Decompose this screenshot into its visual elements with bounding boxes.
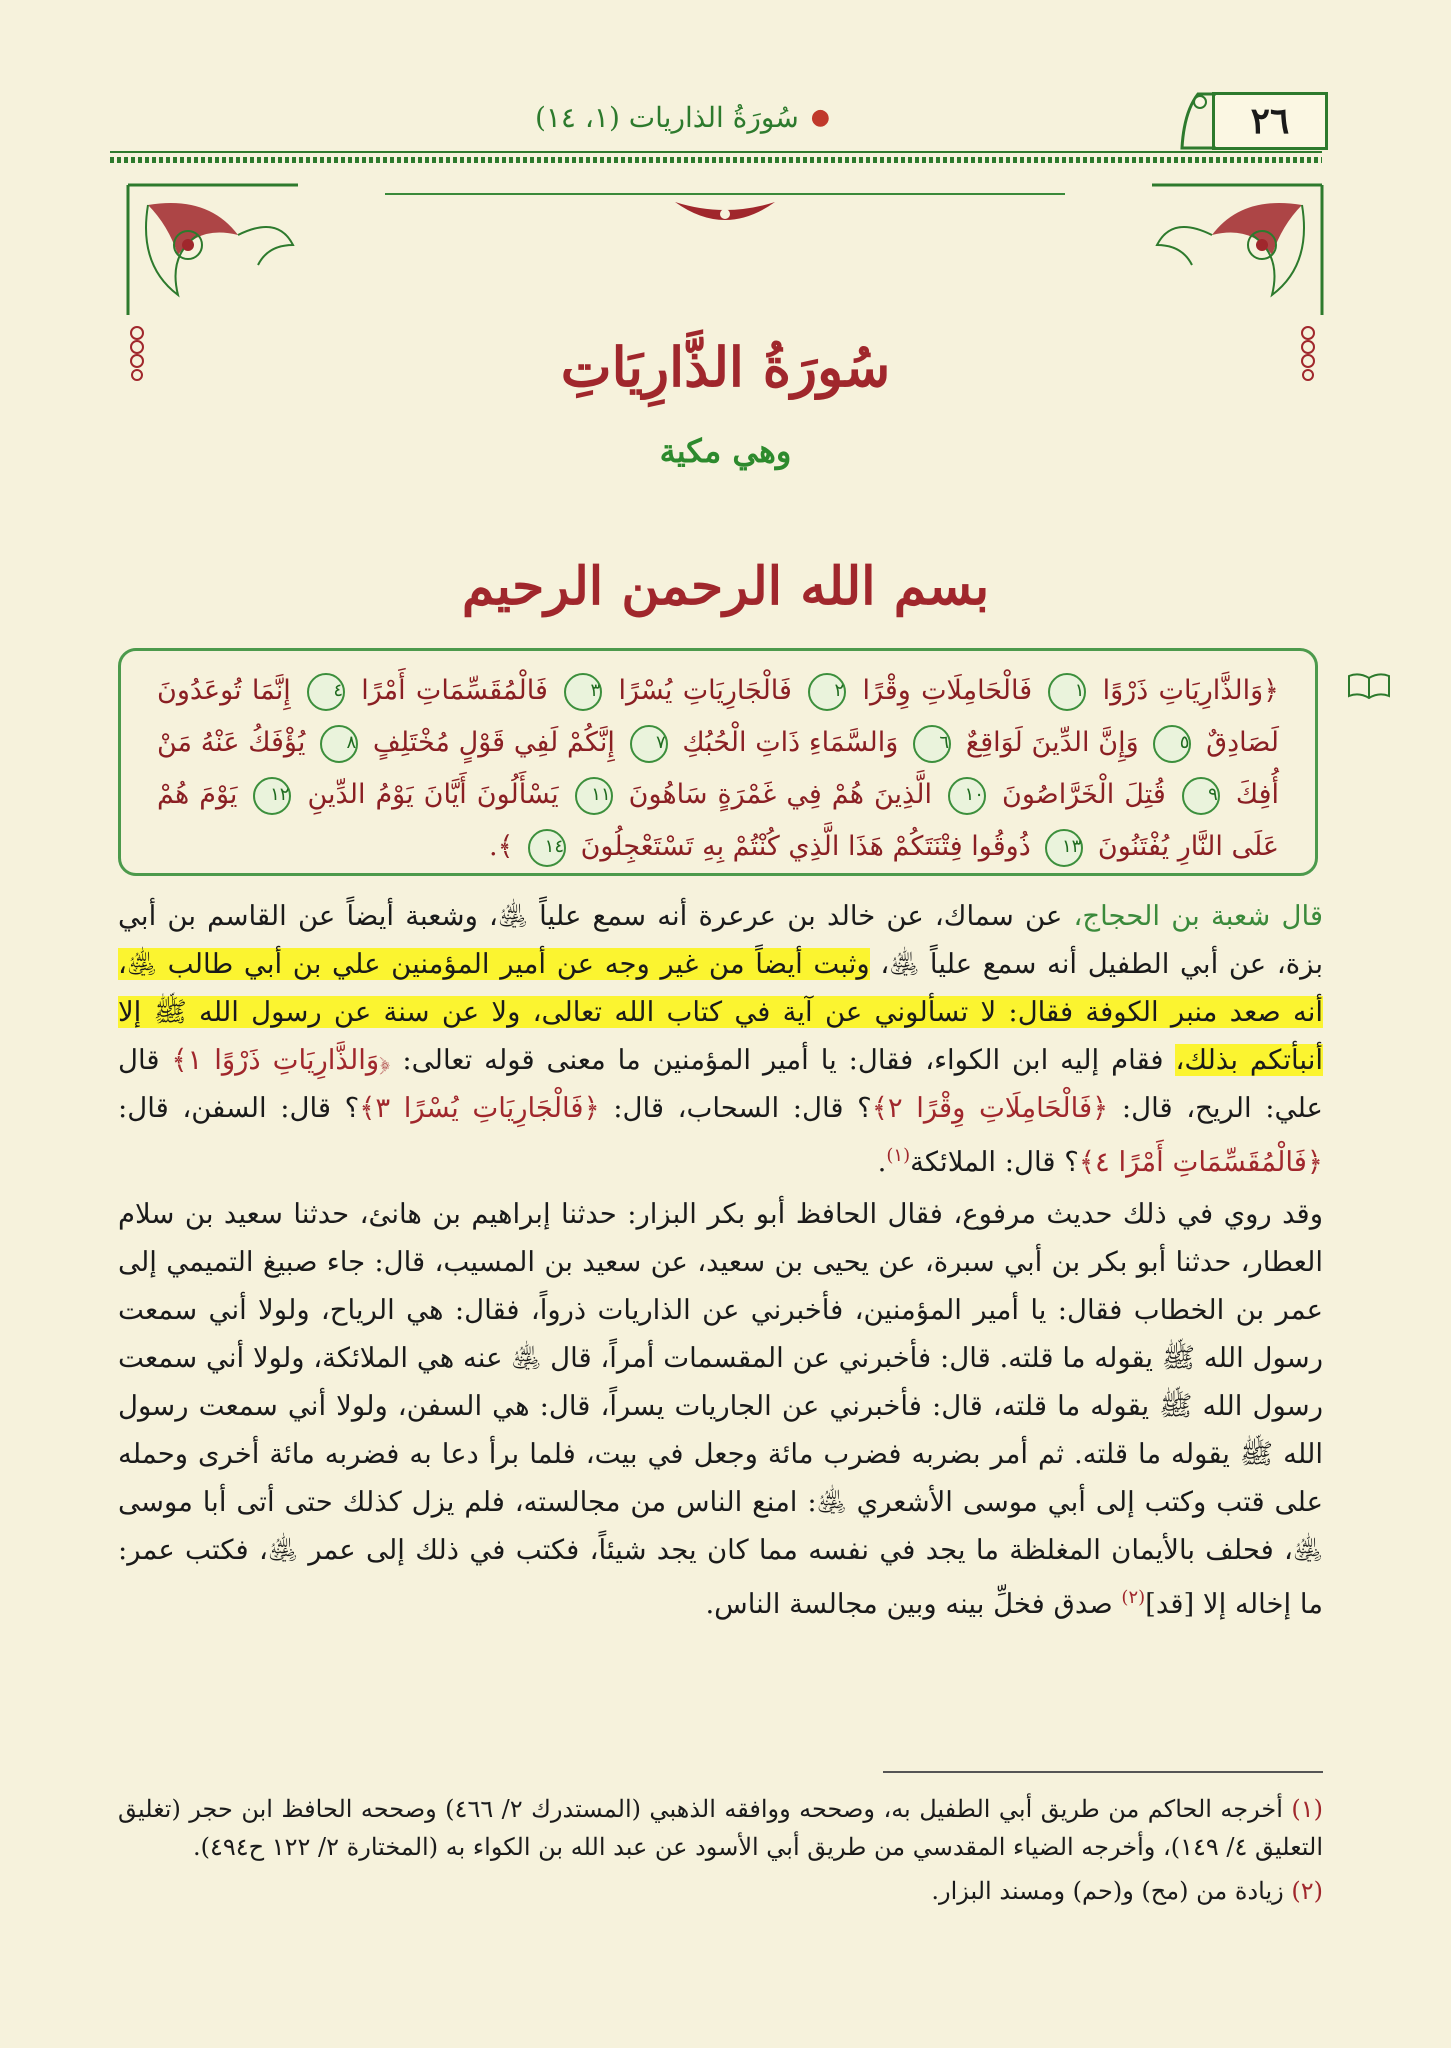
ayah-13: يَوْمَ هُمْ عَلَى النَّارِ يُفْتَنُونَ (157, 779, 1279, 862)
ayah-8: إِنَّكُمْ لَفِي قَوْلٍ مُخْتَلِفٍ (364, 727, 615, 758)
ayah-12: يَسْأَلُونَ أَيَّانَ يَوْمُ الدِّينِ (297, 779, 559, 810)
p1-segment-d: ؟ قال: السحاب، قال: (599, 1092, 872, 1124)
ayah-closing-bracket: ﴾. (489, 831, 514, 862)
p1-segment-a: عن سماك، عن خالد بن عرعرة أنه سمع علياً ﵁، وشعبة أيضاً عن القاسم بن أبي بزة، عن أبي الطفيل أنه سمع علياً ﵁، (118, 900, 1323, 980)
quran-quote-4: ﴿فَالْمُقَسِّمَاتِ أَمْرًا ٤﴾ (1078, 1146, 1323, 1179)
page-number-text: ٢٦ (1250, 100, 1290, 142)
ayah-number-marker: ٦ (913, 725, 951, 763)
basmala: بسم الله الرحمن الرحيم (461, 556, 990, 617)
highlighted-passage: وثبت أيضاً من غير وجه عن أمير المؤمنين علي بن أبي طالب ﵁، أنه صعد منبر الكوفة فقال: لا تسألوني عن آية في كتاب الله تعالى، ولا عن سنة عن رسول الله ﷺ إلا أنبأتكم بذلك، (118, 948, 1324, 1076)
ayah-text (157, 665, 1279, 873)
ayah-10: قُتِلَ الْخَرَّاصُونَ (991, 779, 1166, 810)
ayah-number-marker: ١١ (575, 777, 613, 815)
footnote-text: أخرجه الحاكم من طريق أبي الطفيل به، وصححه ووافقه الذهبي (المستدرك ٢/ ٤٦٦) وصححه الحافظ ابن حجر (تغليق التعليق ٤/ ١٤٩)، وأخرجه الضياء المقدسي من طريق أبي الأسود عن عبد الله بن الكواء به (المختارة ٢/ ١٢٢ ح٤٩٤). (118, 1795, 1323, 1861)
p1-end: . (877, 1146, 887, 1179)
page-tab-ornament (1180, 92, 1216, 150)
ayah-number-marker: ١٣ (1045, 829, 1083, 867)
p1-segment-b: فقام إليه ابن الكواء، فقال: يا أمير المؤمنين ما معنى قوله تعالى: (390, 1044, 1176, 1076)
footnote-text: زيادة من (مح) و(حم) ومسند البزار. (931, 1877, 1284, 1905)
p1-segment-e: ؟ قال: السفن، قال: (118, 1092, 360, 1124)
quran-quote-1: ﴿وَالذَّارِيَاتِ ذَرْوًا ١﴾ (171, 1044, 391, 1076)
ayah-number-marker: ١٤ (528, 829, 566, 867)
narrator-name: قال شعبة بن الحجاج، (1073, 900, 1323, 932)
running-title: سُورَةُ الذاريات (١، ١٤) (534, 100, 799, 134)
footnote-1 (118, 1790, 1323, 1866)
header-dotted-rule (110, 150, 1322, 164)
ayah-7: وَالسَّمَاءِ ذَاتِ الْحُبُكِ (673, 727, 899, 758)
footnote-separator (883, 1771, 1323, 1773)
open-book-icon (1347, 672, 1391, 700)
ayah-11: الَّذِينَ هُمْ فِي غَمْرَةٍ سَاهُونَ (618, 779, 932, 810)
ayah-14: ذُوقُوا فِتْنَتَكُمْ هَذَا الَّذِي كُنْتُمْ بِهِ تَسْتَعْجِلُونَ (572, 831, 1031, 862)
ayah-4: فَالْمُقَسِّمَاتِ أَمْرًا (351, 675, 548, 706)
ayah-number-marker: ٩ (1182, 777, 1220, 815)
ayah-3: فَالْجَارِيَاتِ يُسْرًا (608, 675, 792, 706)
ayah-1: ﴿وَالذَّارِيَاتِ ذَرْوًا (1092, 675, 1279, 706)
ayah-number-marker: ١٢ (253, 777, 291, 815)
p1-segment-c: قال علي: الريح، قال: (118, 1044, 1323, 1124)
paragraph-2 (118, 1190, 1323, 1628)
center-ornament (665, 198, 785, 242)
page-number (1212, 92, 1328, 150)
quran-quote-3: ﴿فَالْجَارِيَاتِ يُسْرًا ٣﴾ (359, 1092, 600, 1124)
running-header (110, 92, 830, 142)
ayah-number-marker: ٣ (564, 673, 602, 711)
footnote-2 (118, 1872, 1323, 1910)
ayah-number-marker: ٢ (808, 673, 846, 711)
footnote-ref-1[interactable]: (١) (886, 1145, 911, 1166)
ayah-number-marker: ٥ (1153, 725, 1191, 763)
footnote-number: (٢) (1291, 1877, 1323, 1905)
quran-quote-2: ﴿فَالْحَامِلَاتِ وِقْرًا ٢﴾ (871, 1092, 1109, 1124)
footnote-number: (١) (1291, 1795, 1323, 1823)
footnote-ref-2[interactable]: (٢) (1121, 1587, 1146, 1609)
bullet-icon: ● (810, 104, 830, 130)
ayah-number-marker: ٤ (307, 673, 345, 711)
ayah-number-marker: ٧ (630, 725, 668, 763)
ayah-9: يُؤْفَكُ عَنْهُ مَنْ أُفِكَ (157, 727, 1280, 810)
body-text (118, 892, 1323, 1632)
ayah-number-marker: ٨ (320, 725, 358, 763)
p2-end: صدق فخلِّ بينه وبين مجالسة الناس. (705, 1588, 1122, 1621)
surah-title: سُورَةُ الذَّارِيَاتِ (560, 335, 891, 399)
surah-subtitle: وهي مكية (659, 432, 792, 470)
top-divider-line (385, 193, 1065, 195)
paragraph-1 (118, 892, 1323, 1186)
ayah-2: فَالْحَامِلَاتِ وِقْرًا (852, 675, 1033, 706)
footnotes (118, 1790, 1323, 1916)
ayah-number-marker: ١ (1048, 673, 1086, 711)
ayah-number-marker: ١٠ (948, 777, 986, 815)
p2-text: وقد روي في ذلك حديث مرفوع، فقال الحافظ أبو بكر البزار: حدثنا إبراهيم بن هانئ، حدثنا سعيد بن سلام العطار، حدثنا أبو بكر بن أبي سبرة، عن يحيى بن سعيد، عن سعيد بن المسيب، قال: جاء صبيغ التميمي إلى عمر بن الخطاب فقال: يا أمير المؤمنين، فأخبرني عن الذاريات ذرواً، فقال: هي الرياح، ولولا أني سمعت رسول الله ﷺ يقوله ما قلته. قال: فأخبرني عن المقسمات أمراً، قال ﵁ عنه هي الملائكة، ولولا أني سمعت رسول الله ﷺ يقوله ما قلته، قال: فأخبرني عن الجاريات يسراً، قال: هي السفن، ولولا أني سمعت رسول الله ﷺ يقوله ما قلته. ثم أمر بضربه فضرب مائة وجعل في بيت، فلما برأ دعا به فضربه مائة أخرى وحمله على قتب وكتب إلى أبي موسى الأشعري ﵁: امنع الناس من مجالسته، فلم يزل كذلك حتى أتى أبا موسى ﵁، فحلف بالأيمان المغلظة ما يجد في نفسه مما كان يجد شيئاً، فكتب في ذلك إلى عمر ﵁، فكتب عمر: ما إخاله إلا [قد] (118, 1198, 1323, 1621)
ayah-box (118, 648, 1318, 876)
ayah-5: إِنَّمَا تُوعَدُونَ لَصَادِقٌ (157, 675, 1279, 758)
p1-segment-f: ؟ قال: الملائكة (910, 1146, 1079, 1179)
ayah-6: وَإِنَّ الدِّينَ لَوَاقِعٌ (957, 727, 1139, 758)
